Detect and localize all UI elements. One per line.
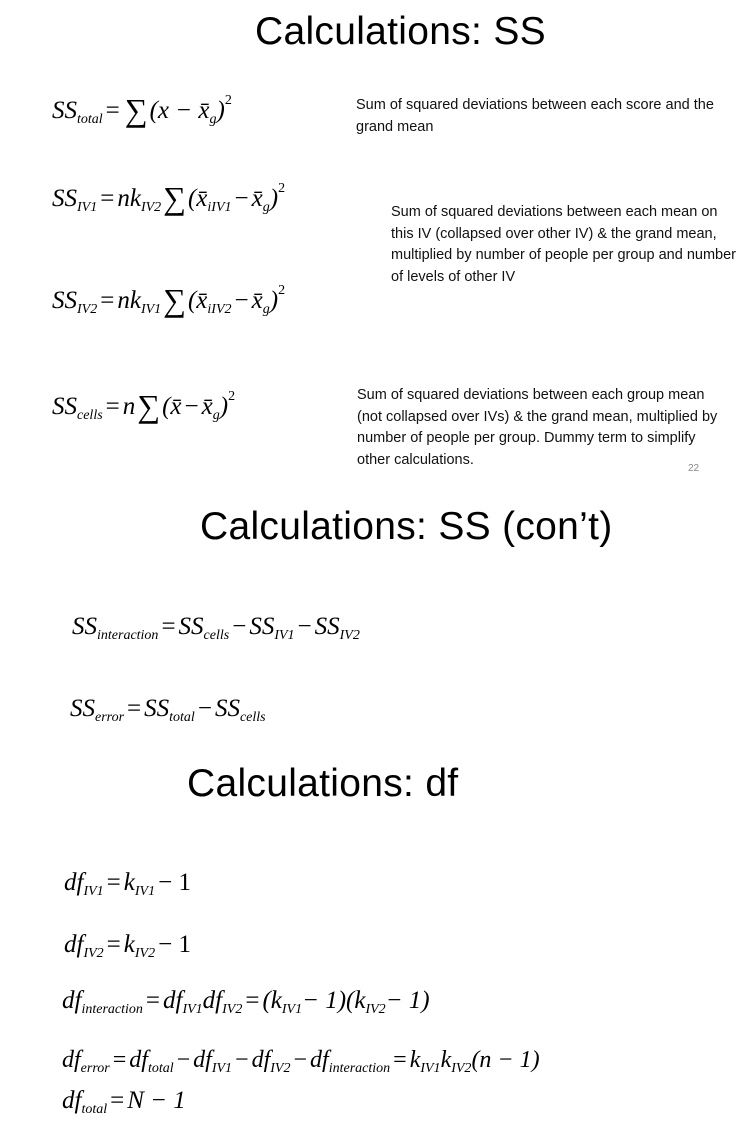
ss-interaction-equation: $SS_{interaction} = SS_{cells} - SS_{IV1} - SS_{IV2}$ — [72, 613, 360, 643]
df-iv1-equation: $df_{IV1} = k_{IV1} - 1$ — [64, 869, 191, 899]
ss-error-equation: $SS_{error} = SS_{total} - SS_{cells}$ — [70, 695, 266, 725]
ss-iv2-equation: $SS_{IV2}$ = $nk_{IV1}\sum(x̄_{iIV2}$ − $x̄_g)^2$ — [52, 282, 286, 318]
ss-total-description: Sum of squared deviations between each score and the grand mean — [356, 97, 714, 135]
ss-cont-section-title: Calculations: SS (con’t) — [200, 505, 613, 548]
ss-cells-description: Sum of squared deviations between each group mean (not collapsed over IVs) & the grand mean, multiplied by number of people per group. Dummy term to simplify other calculations. — [357, 387, 718, 468]
ss-cells-equation: $SS_{cells}$ = n∑(x̄ − $x̄_g)^2$ — [52, 388, 236, 424]
df-section-title: Calculations: df — [187, 762, 459, 805]
page-number: 22 — [688, 463, 700, 474]
df-iv2-equation: $df_{IV2} = k_{IV2} - 1$ — [64, 931, 191, 961]
ss-iv1-equation: $SS_{IV1}$ = $nk_{IV2}\sum(x̄_{iIV1}$ − $x̄_g)^2$ — [52, 180, 286, 216]
df-total-equation: $df_{total} = N - 1$ — [62, 1087, 186, 1117]
df-interaction-equation: $df_{interaction} = df_{IV1}df_{IV2} = (k_{IV1}- 1)(k_{IV2}- 1)$ — [62, 987, 430, 1017]
ss-section-title: Calculations: SS — [255, 10, 546, 53]
ss-iv-description: Sum of squared deviations between each mean on this IV (collapsed over other IV) & the grand mean, multiplied by number of people per group and number of levels of other IV — [391, 204, 736, 285]
df-error-equation: $df_{error} = df_{total} - df_{IV1} - df_{IV2} - df_{interaction} = k_{IV1}k_{IV2}(n - 1)$ — [62, 1047, 540, 1076]
ss-total-equation: $SS_{total} = \sum(x$ − $x̄_g)^2$ — [52, 92, 232, 128]
